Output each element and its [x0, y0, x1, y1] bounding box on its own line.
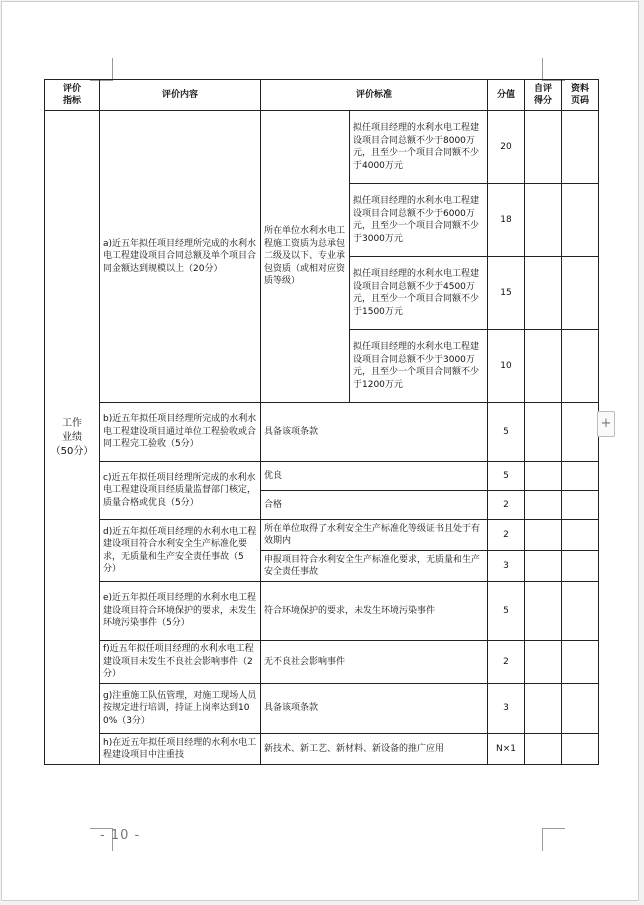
table-row	[45, 111, 599, 184]
table-row	[45, 582, 599, 641]
row-a-tier-standard: 拟任项目经理的水利水电工程建设项目合同总额不少于4500万元，且至少一个项目合同额不少于1500万元	[350, 257, 488, 330]
page-ref-cell[interactable]	[562, 184, 599, 257]
header-content: 评价内容	[100, 80, 261, 111]
page-ref-cell[interactable]	[562, 582, 599, 641]
row-c-tier-standard: 合格	[261, 491, 488, 520]
self-score-cell[interactable]	[525, 330, 562, 403]
row-a-tier-standard: 拟任项目经理的水利水电工程建设项目合同总额不少于3000万元，且至少一个项目合同额不少于1200万元	[350, 330, 488, 403]
row-b-score: 5	[488, 403, 525, 462]
page-ref-cell[interactable]	[562, 491, 599, 520]
row-d-tier-standard: 所在单位取得了水利安全生产标准化等级证书且处于有效期内	[261, 520, 488, 551]
row-e-content: e)近五年拟任项目经理的水利水电工程建设项目符合环境保护的要求，未发生环境污染事件（5分）	[100, 582, 261, 641]
row-e-score: 5	[488, 582, 525, 641]
evaluation-table	[44, 79, 599, 765]
row-a-tier-score: 10	[488, 330, 525, 403]
header-indicator: 评价 指标	[45, 80, 100, 111]
page-ref-cell[interactable]	[562, 111, 599, 184]
self-score-cell[interactable]	[525, 734, 562, 765]
row-h-score: N×1	[488, 734, 525, 765]
header-page-ref: 资料 页码	[562, 80, 599, 111]
table-row	[45, 734, 599, 765]
self-score-cell[interactable]	[525, 257, 562, 330]
row-g-score: 3	[488, 684, 525, 734]
row-f-content: f)近五年拟任项目经理的水利水电工程建设项目未发生不良社会影响事件（2分）	[100, 641, 261, 684]
row-a-tier-standard: 拟任项目经理的水利水电工程建设项目合同总额不少于6000万元，且至少一个项目合同额不少于3000万元	[350, 184, 488, 257]
page-ref-cell[interactable]	[562, 403, 599, 462]
row-d-content: d)近五年拟任项目经理的水利水电工程建设项目符合水利安全生产标准化要求，无质量和生产安全责任事故（5分）	[100, 520, 261, 582]
self-score-cell[interactable]	[525, 684, 562, 734]
page-ref-cell[interactable]	[562, 520, 599, 551]
header-standard: 评价标准	[261, 80, 488, 111]
row-a-content: a)近五年拟任项目经理所完成的水利水电工程建设项目合同总额及单个项目合同金额达到规模以上（20分）	[100, 111, 261, 403]
row-f-score: 2	[488, 641, 525, 684]
crop-mark-bottom-right	[542, 828, 565, 851]
row-a-tier-score: 18	[488, 184, 525, 257]
row-d-tier-score: 2	[488, 520, 525, 551]
page-ref-cell[interactable]	[562, 330, 599, 403]
row-g-content: g)注重施工队伍管理，对施工现场人员按规定进行培训，持证上岗率达到100%（3分）	[100, 684, 261, 734]
header-self-score: 自评 得分	[525, 80, 562, 111]
crop-mark-top-right	[542, 58, 565, 81]
self-score-cell[interactable]	[525, 184, 562, 257]
row-d-tier-score: 3	[488, 551, 525, 582]
row-b-content: b)近五年拟任项目经理所完成的水利水电工程建设项目通过单位工程验收或合同工程完工验收（5分）	[100, 403, 261, 462]
row-b-standard: 具备该项条款	[261, 403, 488, 462]
row-f-standard: 无不良社会影响事件	[261, 641, 488, 684]
self-score-cell[interactable]	[525, 551, 562, 582]
plus-icon[interactable]: +	[597, 411, 615, 437]
page-ref-cell[interactable]	[562, 551, 599, 582]
page-ref-cell[interactable]	[562, 257, 599, 330]
row-c-tier-standard: 优良	[261, 462, 488, 491]
row-d-tier-standard: 申报项目符合水利安全生产标准化要求，无质量和生产安全责任事故	[261, 551, 488, 582]
page-number: - 10 -	[100, 828, 141, 843]
row-e-standard: 符合环境保护的要求，未发生环境污染事件	[261, 582, 488, 641]
header-score: 分值	[488, 80, 525, 111]
row-g-standard: 具备该项条款	[261, 684, 488, 734]
row-a-tier-score: 15	[488, 257, 525, 330]
page-ref-cell[interactable]	[562, 734, 599, 765]
table-row	[45, 520, 599, 551]
self-score-cell[interactable]	[525, 641, 562, 684]
self-score-cell[interactable]	[525, 491, 562, 520]
table-row	[45, 462, 599, 491]
self-score-cell[interactable]	[525, 403, 562, 462]
page-ref-cell[interactable]	[562, 684, 599, 734]
self-score-cell[interactable]	[525, 462, 562, 491]
crop-mark-top-left	[90, 58, 113, 81]
row-a-tier-standard: 拟任项目经理的水利水电工程建设项目合同总额不少于8000万元，且至少一个项目合同额不少于4000万元	[350, 111, 488, 184]
row-c-tier-score: 5	[488, 462, 525, 491]
table-row	[45, 684, 599, 734]
header-row	[45, 80, 599, 111]
row-h-content: h)在近五年拟任项目经理的水利水电工程建设项目中注重技	[100, 734, 261, 765]
row-a-tier-score: 20	[488, 111, 525, 184]
self-score-cell[interactable]	[525, 520, 562, 551]
row-c-content: c)近五年拟任项目经理所完成的水利水电工程建设项目经质量监督部门核定，质量合格或优良（5分）	[100, 462, 261, 520]
row-h-standard: 新技术、新工艺、新材料、新设备的推广应用	[261, 734, 488, 765]
page-ref-cell[interactable]	[562, 462, 599, 491]
row-a-qualification: 所在单位水利水电工程施工资质为总承包二级及以下、专业承包资质（或相对应资质等级）	[261, 111, 350, 403]
table-row	[45, 641, 599, 684]
self-score-cell[interactable]	[525, 111, 562, 184]
self-score-cell[interactable]	[525, 582, 562, 641]
table-row	[45, 403, 599, 462]
category-cell: 工作 业绩 （50分）	[45, 111, 100, 765]
row-c-tier-score: 2	[488, 491, 525, 520]
page-ref-cell[interactable]	[562, 641, 599, 684]
